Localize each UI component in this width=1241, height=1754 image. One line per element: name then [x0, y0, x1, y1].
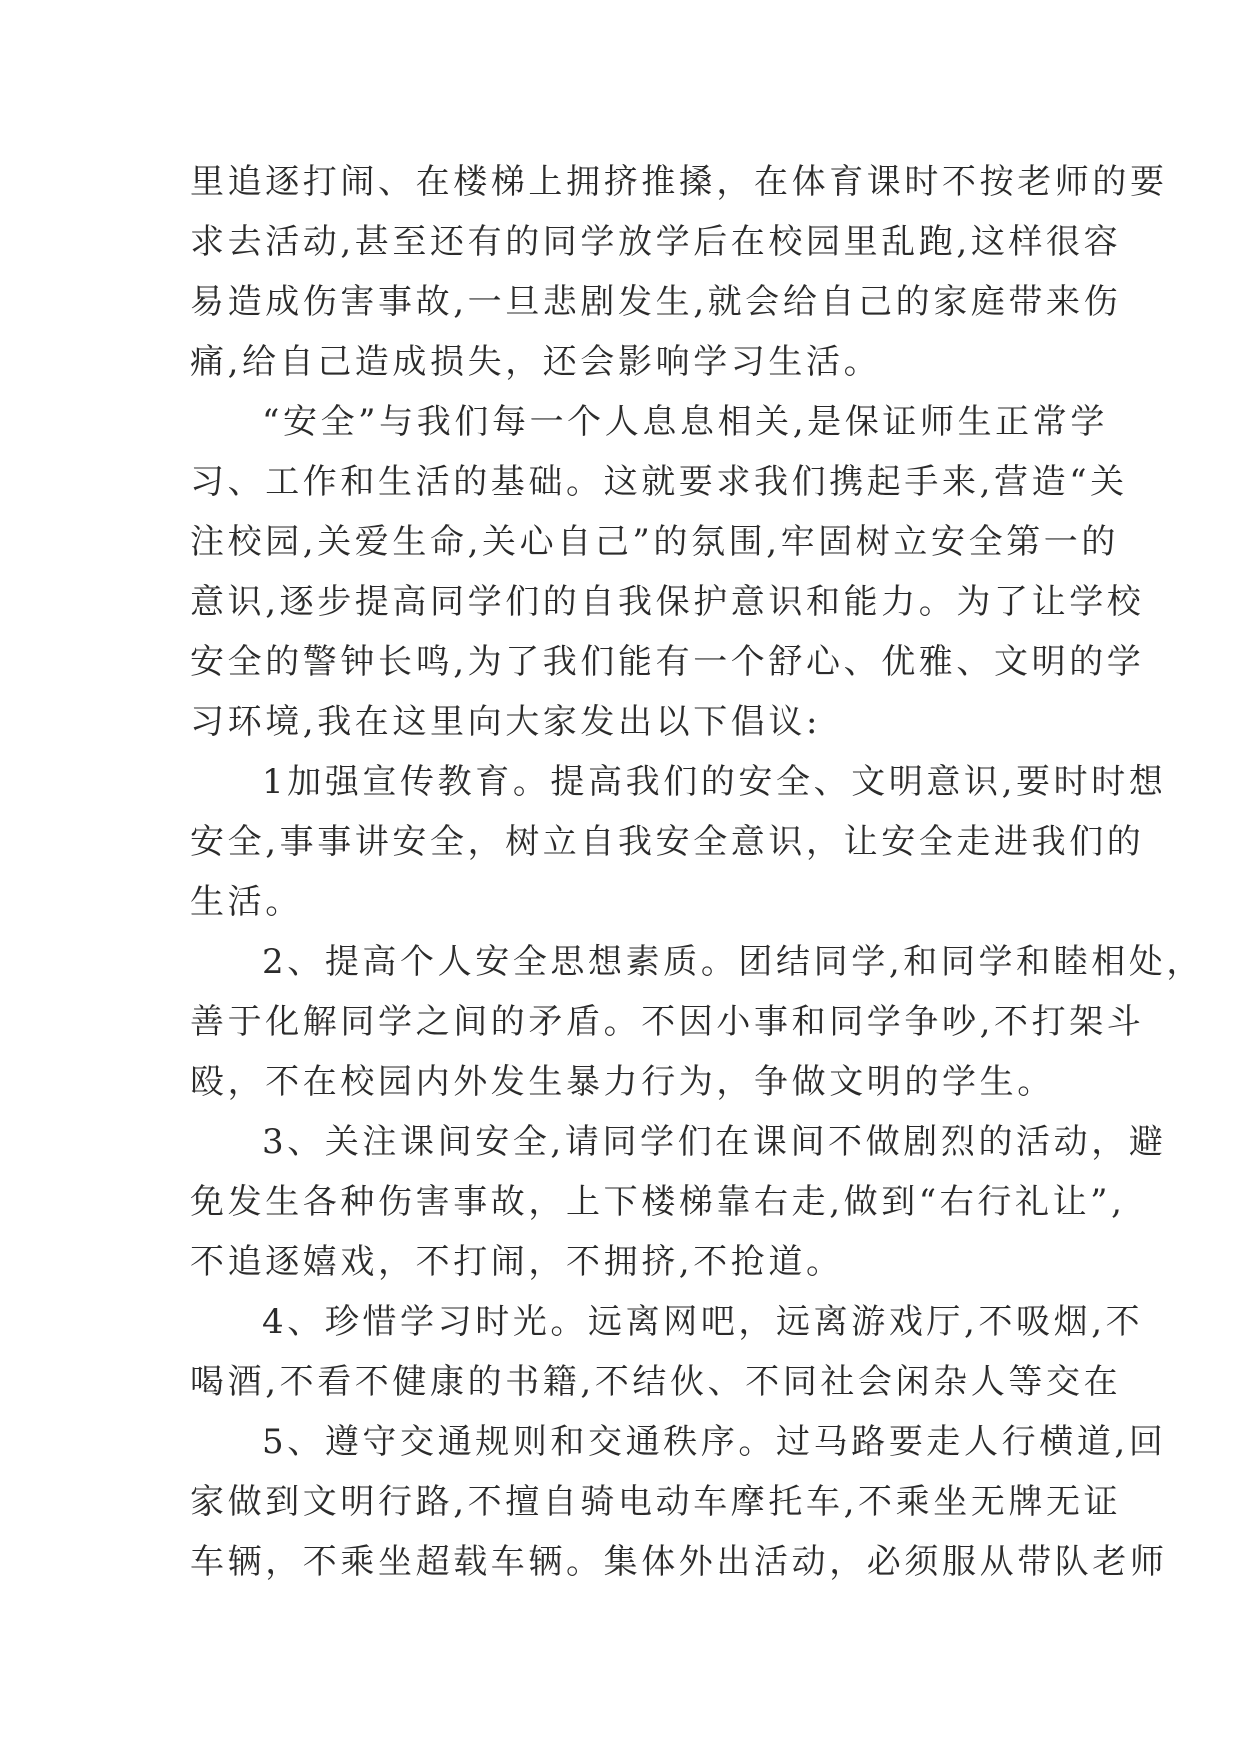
text-line: 习环境,我在这里向大家发出以下倡议:: [190, 702, 822, 742]
text-line: 喝酒,不看不健康的书籍,不结伙、不同社会闲杂人等交在: [190, 1362, 1122, 1402]
text-line: 注校园,关爱生命,关心自己”的氛围,牢固树立安全第一的: [190, 522, 1120, 562]
text-line: 车辆，不乘坐超载车辆。集体外出活动，必须服从带队老师: [190, 1542, 1168, 1582]
text-line: 免发生各种伤害事故，上下楼梯靠右走,做到“右行礼让”,: [190, 1182, 1126, 1222]
text-line: 求去活动,甚至还有的同学放学后在校园里乱跑,这样很容: [190, 222, 1122, 262]
paragraph-start-line: “安全”与我们每一个人息息相关,是保证师生正常学: [262, 402, 1108, 442]
text-line: 生活。: [190, 882, 303, 922]
text-line: 习、工作和生活的基础。这就要求我们携起手来,营造“关: [190, 462, 1128, 502]
list-item-3-line: 3、关注课间安全,请同学们在课间不做剧烈的活动，避: [262, 1122, 1167, 1162]
list-item-5-line: 5、遵守交通规则和交通秩序。过马路要走人行横道,回: [262, 1422, 1167, 1462]
list-item-2-line: 2、提高个人安全思想素质。团结同学,和同学和睦相处，: [262, 942, 1205, 982]
text-line: 殴，不在校园内外发生暴力行为，争做文明的学生。: [190, 1062, 1055, 1102]
text-line: 里追逐打闹、在楼梯上拥挤推搡，在体育课时不按老师的要: [190, 162, 1168, 202]
list-item-1-line: 1加强宣传教育。提高我们的安全、文明意识,要时时想: [262, 762, 1167, 802]
text-line: 痛,给自己造成损失，还会影响学习生活。: [190, 342, 882, 382]
text-line: 不追逐嬉戏，不打闹，不拥挤,不抢道。: [190, 1242, 844, 1282]
text-line: 善于化解同学之间的矛盾。不因小事和同学争吵,不打架斗: [190, 1002, 1145, 1042]
text-line: 安全,事事讲安全，树立自我安全意识，让安全走进我们的: [190, 822, 1145, 862]
text-line: 家做到文明行路,不擅自骑电动车摩托车,不乘坐无牌无证: [190, 1482, 1122, 1522]
text-line: 易造成伤害事故,一旦悲剧发生,就会给自己的家庭带来伤: [190, 282, 1122, 322]
text-line: 意识,逐步提高同学们的自我保护意识和能力。为了让学校: [190, 582, 1145, 622]
body-text: [190, 152, 1205, 1592]
list-item-4-line: 4、珍惜学习时光。远离网吧，远离游戏厅,不吸烟,不: [262, 1302, 1144, 1342]
text-line: 安全的警钟长鸣,为了我们能有一个舒心、优雅、文明的学: [190, 642, 1145, 682]
